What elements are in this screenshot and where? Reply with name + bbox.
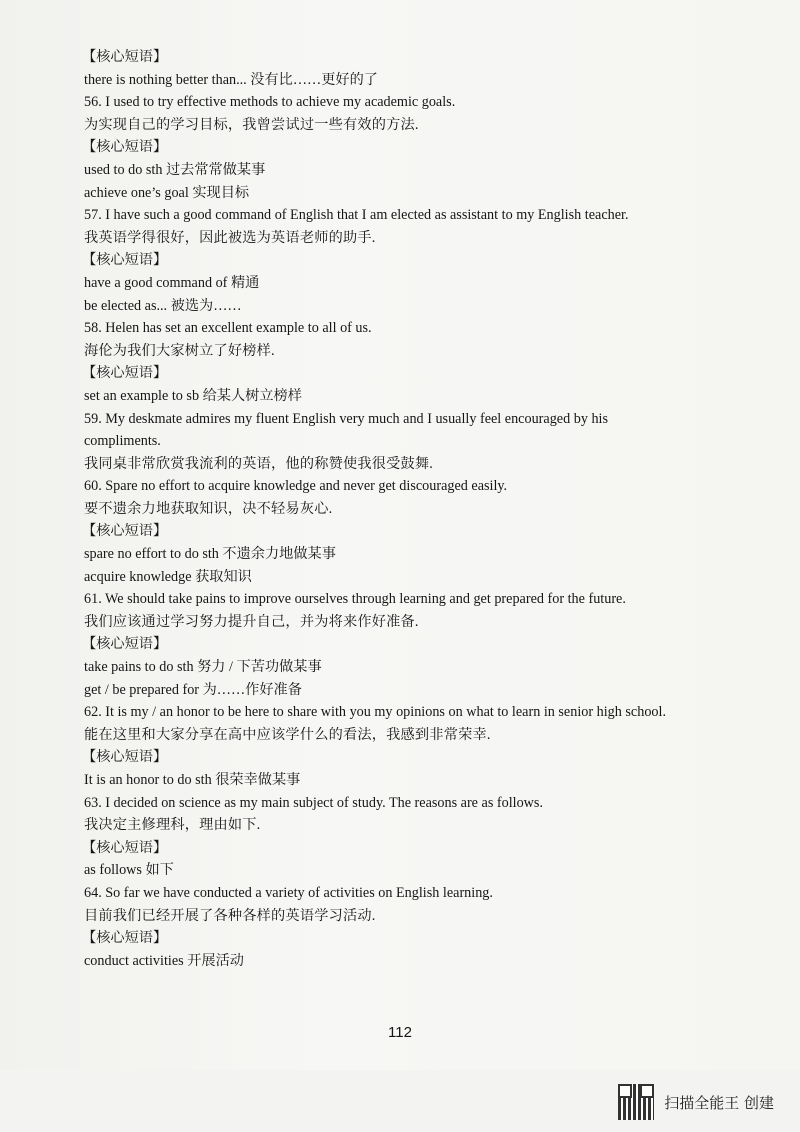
phrase-item: spare no effort to do sth 不遗余力地做某事: [84, 546, 336, 563]
section-header: 【核心短语】: [82, 636, 168, 653]
english-sentence: 57. I have such a good command of English that I am elected as assistant to my English teacher.: [84, 207, 629, 224]
phrase-item: achieve one’s goal 实现目标: [84, 184, 250, 201]
page-number: 112: [388, 1024, 412, 1041]
phrase-item: acquire knowledge 获取知识: [84, 568, 252, 585]
english-sentence: 63. I decided on science as my main subject of study. The reasons are as follows.: [84, 794, 543, 811]
english-sentence: 64. So far we have conducted a variety of activities on English learning.: [84, 884, 493, 901]
phrase-item: take pains to do sth 努力 / 下苦功做某事: [84, 659, 322, 676]
phrase-item: there is nothing better than... 没有比……更好的了: [84, 71, 378, 88]
chinese-translation: 要不遗余力地获取知识，决不轻易灰心.: [84, 500, 333, 517]
section-header: 【核心短语】: [82, 839, 168, 856]
section-header: 【核心短语】: [82, 749, 168, 766]
phrase-item: conduct activities 开展活动: [84, 952, 244, 969]
chinese-translation: 目前我们已经开展了各种各样的英语学习活动.: [84, 907, 376, 924]
english-sentence: 61. We should take pains to improve ourselves through learning and get prepared for the future.: [84, 591, 626, 608]
english-sentence: 60. Spare no effort to acquire knowledge and never get discouraged easily.: [84, 478, 508, 495]
scanner-label: 扫描全能王 创建: [664, 1093, 774, 1112]
phrase-item: set an example to sb 给某人树立榜样: [84, 387, 302, 404]
section-header: 【核心短语】: [82, 252, 168, 269]
english-sentence: 56. I used to try effective methods to achieve my academic goals.: [84, 94, 456, 111]
phrase-item: have a good command of 精通: [84, 274, 260, 291]
chinese-translation: 我英语学得很好，因此被选为英语老师的助手.: [84, 229, 376, 246]
phrase-item: be elected as... 被选为……: [84, 297, 242, 314]
chinese-translation: 为实现自己的学习目标，我曾尝试过一些有效的方法.: [84, 116, 419, 133]
english-sentence: 58. Helen has set an excellent example to all of us.: [84, 320, 372, 337]
phrase-item: used to do sth 过去常常做某事: [84, 161, 266, 178]
qr-code-icon: [618, 1084, 654, 1120]
section-header: 【核心短语】: [82, 930, 168, 947]
chinese-translation: 海伦为我们大家树立了好榜样.: [84, 342, 275, 359]
phrase-item: get / be prepared for 为……作好准备: [84, 681, 302, 698]
phrase-item: as follows 如下: [84, 862, 174, 879]
phrase-item: It is an honor to do sth 很荣幸做某事: [84, 772, 301, 788]
chinese-translation: 我同桌非常欣赏我流利的英语，他的称赞使我很受鼓舞.: [84, 455, 434, 472]
phrase-list: [84, 46, 684, 972]
section-header: 【核心短语】: [82, 523, 168, 540]
chinese-translation: 我决定主修理科，理由如下.: [84, 817, 261, 834]
scanner-footer: [618, 1084, 774, 1120]
chinese-translation: 能在这里和大家分享在高中应该学什么的看法，我感到非常荣幸.: [84, 726, 491, 743]
english-sentence: 59. My deskmate admires my fluent English very much and I usually feel encouraged by his compliments.: [84, 410, 609, 450]
chinese-translation: 我们应该通过学习努力提升自己，并为将来作好准备.: [84, 613, 419, 630]
section-header: 【核心短语】: [82, 49, 168, 65]
section-header: 【核心短语】: [82, 365, 168, 382]
section-header: 【核心短语】: [82, 139, 168, 156]
english-sentence: 62. It is my / an honor to be here to share with you my opinions on what to learn in senior high school.: [84, 704, 666, 721]
